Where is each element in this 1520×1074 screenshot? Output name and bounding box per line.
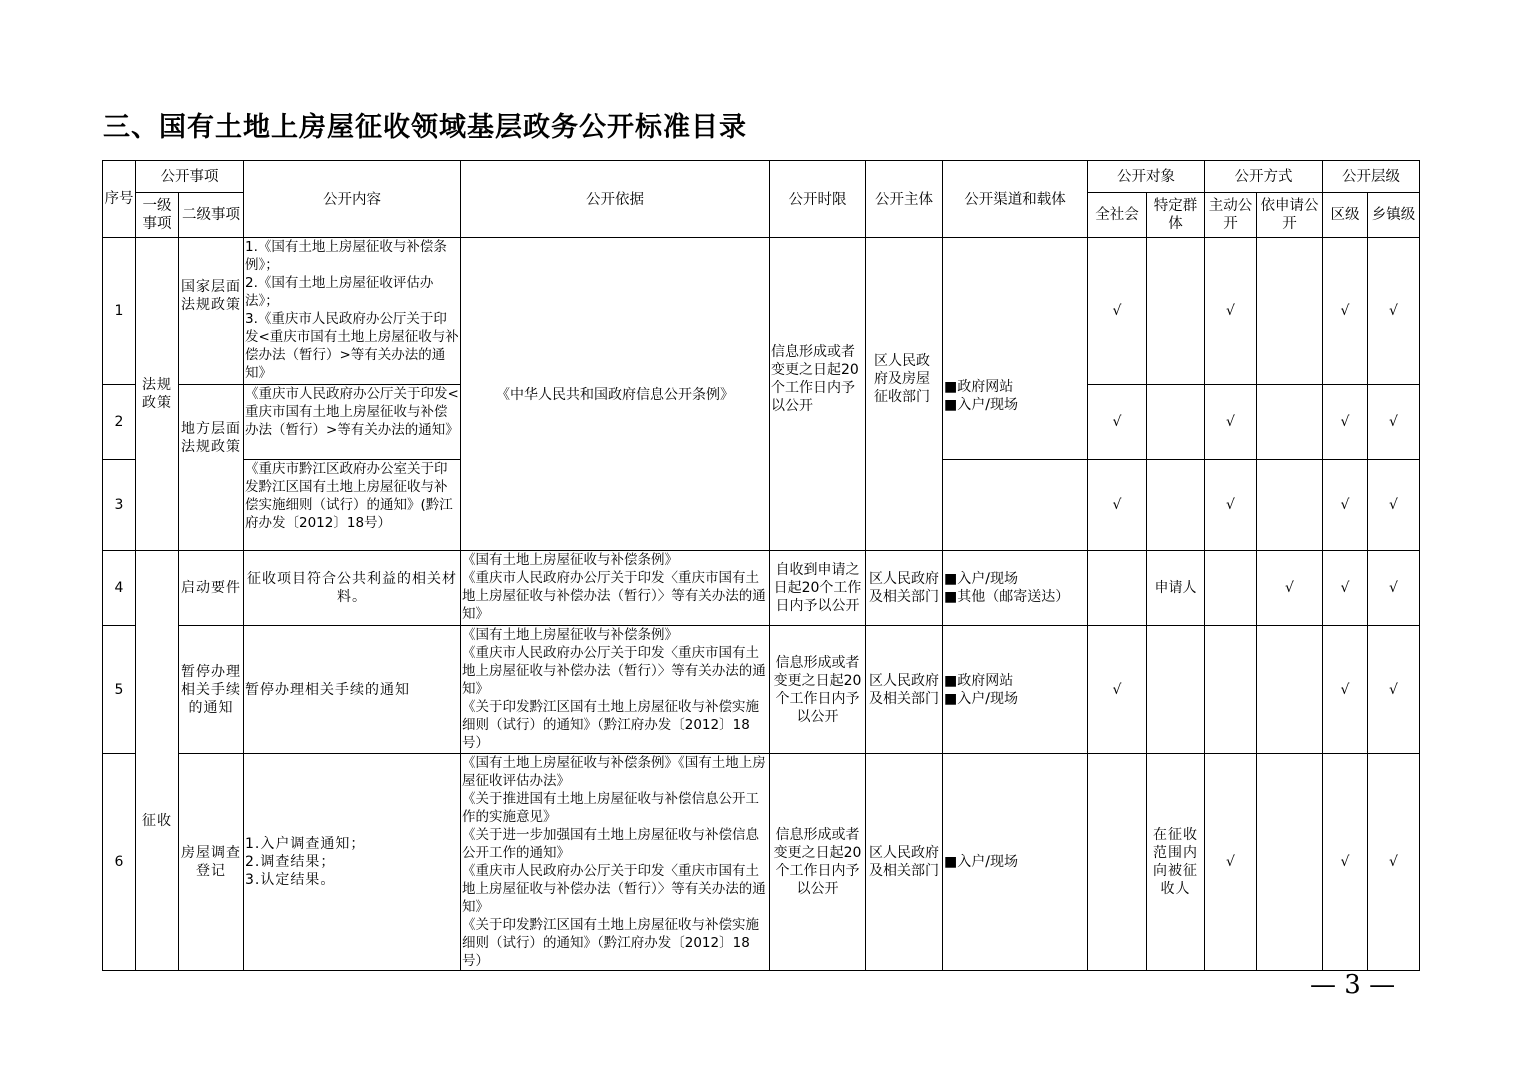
page-number: — 3 — (1310, 970, 1396, 1000)
shared-channel: ■政府网站 ■入户/现场 (943, 238, 1088, 460)
row-basis: 《国有土地上房屋征收与补偿条例》 《重庆市人民政府办公厅关于印发〈重庆市国有土地上房屋征收与补偿办法（暂行）〉等有关办法的通知》 (461, 551, 770, 626)
row-subject: 区人民政府及相关部门 (866, 551, 943, 626)
cell-target-all (1088, 551, 1147, 626)
header-method: 公开方式 (1205, 161, 1323, 193)
row-time: 自收到申请之日起20个工作日内予以公开 (770, 551, 866, 626)
header-method-request: 依申请公开 (1257, 193, 1323, 238)
header-level2: 二级事项 (179, 193, 244, 238)
cell-method-request (1257, 626, 1323, 754)
check-method-active: √ (1205, 238, 1257, 385)
header-time: 公开时限 (770, 161, 866, 238)
check-level-district: √ (1323, 238, 1368, 385)
cell-target-specific (1147, 385, 1205, 460)
header-level-district: 区级 (1323, 193, 1368, 238)
check-level-district: √ (1323, 385, 1368, 460)
row-content: 《重庆市黔江区政府办公室关于印发黔江区国有土地上房屋征收与补偿实施细则（试行）的通知》(黔江府办发〔2012〕18号） (244, 460, 461, 551)
row-channel: ■入户/现场 (943, 754, 1088, 971)
header-channel: 公开渠道和载体 (943, 161, 1088, 238)
check-level-town: √ (1368, 551, 1420, 626)
row-channel: ■政府网站 ■入户/现场 (943, 626, 1088, 754)
header-content: 公开内容 (244, 161, 461, 238)
row-seq: 1 (103, 238, 136, 385)
check-target-all: √ (1088, 460, 1147, 551)
row-subject: 区人民政府及相关部门 (866, 754, 943, 971)
header-target-specific: 特定群体 (1147, 193, 1205, 238)
cell-target-all (1088, 754, 1147, 971)
cell-target-specific (1147, 238, 1205, 385)
row-content: 征收项目符合公共利益的相关材料。 (244, 551, 461, 626)
row-level2-local: 地方层面法规政策 (179, 385, 244, 551)
row-seq: 5 (103, 626, 136, 754)
check-level-district: √ (1323, 551, 1368, 626)
cell-target-specific (1147, 626, 1205, 754)
check-level-town: √ (1368, 754, 1420, 971)
row-content: 1.入户调查通知； 2.调查结果； 3.认定结果。 (244, 754, 461, 971)
table-row (103, 238, 1420, 385)
cell-method-active (1205, 626, 1257, 754)
check-target-all: √ (1088, 385, 1147, 460)
row-content: 暂停办理相关手续的通知 (244, 626, 461, 754)
check-target-all: √ (1088, 626, 1147, 754)
table-row (103, 754, 1420, 971)
header-subject: 公开主体 (866, 161, 943, 238)
row-seq: 6 (103, 754, 136, 971)
row-subject: 区人民政府及相关部门 (866, 626, 943, 754)
check-method-active: √ (1205, 385, 1257, 460)
shared-subject: 区人民政府及房屋征收部门 (866, 238, 943, 551)
row-seq: 3 (103, 460, 136, 551)
table-row (103, 626, 1420, 754)
table-row (103, 551, 1420, 626)
check-level-town: √ (1368, 626, 1420, 754)
row-seq: 4 (103, 551, 136, 626)
header-target-all: 全社会 (1088, 193, 1147, 238)
cell-method-request (1257, 754, 1323, 971)
header-basis: 公开依据 (461, 161, 770, 238)
row-level2: 房屋调查登记 (179, 754, 244, 971)
check-method-active: √ (1205, 460, 1257, 551)
check-method-request: √ (1257, 551, 1323, 626)
row-level2: 暂停办理相关手续的通知 (179, 626, 244, 754)
row-seq: 2 (103, 385, 136, 460)
check-level-district: √ (1323, 754, 1368, 971)
check-level-town: √ (1368, 385, 1420, 460)
check-method-active: √ (1205, 754, 1257, 971)
cell-method-request (1257, 385, 1323, 460)
check-level-town: √ (1368, 460, 1420, 551)
row-target-specific: 在征收范围内向被征收人 (1147, 754, 1205, 971)
shared-basis: 《中华人民共和国政府信息公开条例》 (461, 238, 770, 551)
check-target-all: √ (1088, 238, 1147, 385)
group-expropriation: 征收 (136, 551, 179, 971)
group-regulations: 法规政策 (136, 238, 179, 551)
row-target-specific: 申请人 (1147, 551, 1205, 626)
header-seq: 序号 (103, 161, 136, 238)
row-content: 《重庆市人民政府办公厅关于印发<重庆市国有土地上房屋征收与补偿办法（暂行）>等有关办法的通知》 (244, 385, 461, 460)
catalog-table (102, 160, 1420, 971)
header-items: 公开事项 (136, 161, 244, 193)
page-title: 三、国有土地上房屋征收领域基层政务公开标准目录 (103, 112, 747, 143)
cell-method-request (1257, 238, 1323, 385)
cell-method-request (1257, 460, 1323, 551)
cell-channel-empty (943, 460, 1088, 551)
row-basis: 《国有土地上房屋征收与补偿条例》《国有土地上房屋征收评估办法》 《关于推进国有土地上房屋征收与补偿信息公开工作的实施意见》 《关于进一步加强国有土地上房屋征收与补偿信息公开工作的通知》 《重庆市人民政府办公厅关于印发〈重庆市国有土地上房屋征收与补偿办法（暂行）〉等有关办法的通知》 《关于印发黔江区国有土地上房屋征收与补偿实施细则（试行）的通知》（黔江府办发〔2012〕18号） (461, 754, 770, 971)
check-level-town: √ (1368, 238, 1420, 385)
header-level: 公开层级 (1323, 161, 1420, 193)
row-channel: ■入户/现场 ■其他（邮寄送达） (943, 551, 1088, 626)
check-level-district: √ (1323, 626, 1368, 754)
header-method-active: 主动公开 (1205, 193, 1257, 238)
row-time: 信息形成或者变更之日起20个工作日内予以公开 (770, 626, 866, 754)
row-content: 1.《国有土地上房屋征收与补偿条例》； 2.《国有土地上房屋征收评估办法》； 3.《重庆市人民政府办公厅关于印发<重庆市国有土地上房屋征收与补偿办法（暂行）>等有关办法的通知》 (244, 238, 461, 385)
check-level-district: √ (1323, 460, 1368, 551)
row-basis: 《国有土地上房屋征收与补偿条例》 《重庆市人民政府办公厅关于印发〈重庆市国有土地上房屋征收与补偿办法（暂行）〉等有关办法的通知》 《关于印发黔江区国有土地上房屋征收与补偿实施细则（试行）的通知》（黔江府办发〔2012〕18号） (461, 626, 770, 754)
header-level1: 一级事项 (136, 193, 179, 238)
header-target: 公开对象 (1088, 161, 1205, 193)
row-level2: 国家层面法规政策 (179, 238, 244, 385)
header-level-town: 乡镇级 (1368, 193, 1420, 238)
shared-time: 信息形成或者变更之日起20个工作日内予以公开 (770, 238, 866, 551)
cell-target-specific (1147, 460, 1205, 551)
row-time: 信息形成或者变更之日起20个工作日内予以公开 (770, 754, 866, 971)
cell-method-active (1205, 551, 1257, 626)
row-level2: 启动要件 (179, 551, 244, 626)
